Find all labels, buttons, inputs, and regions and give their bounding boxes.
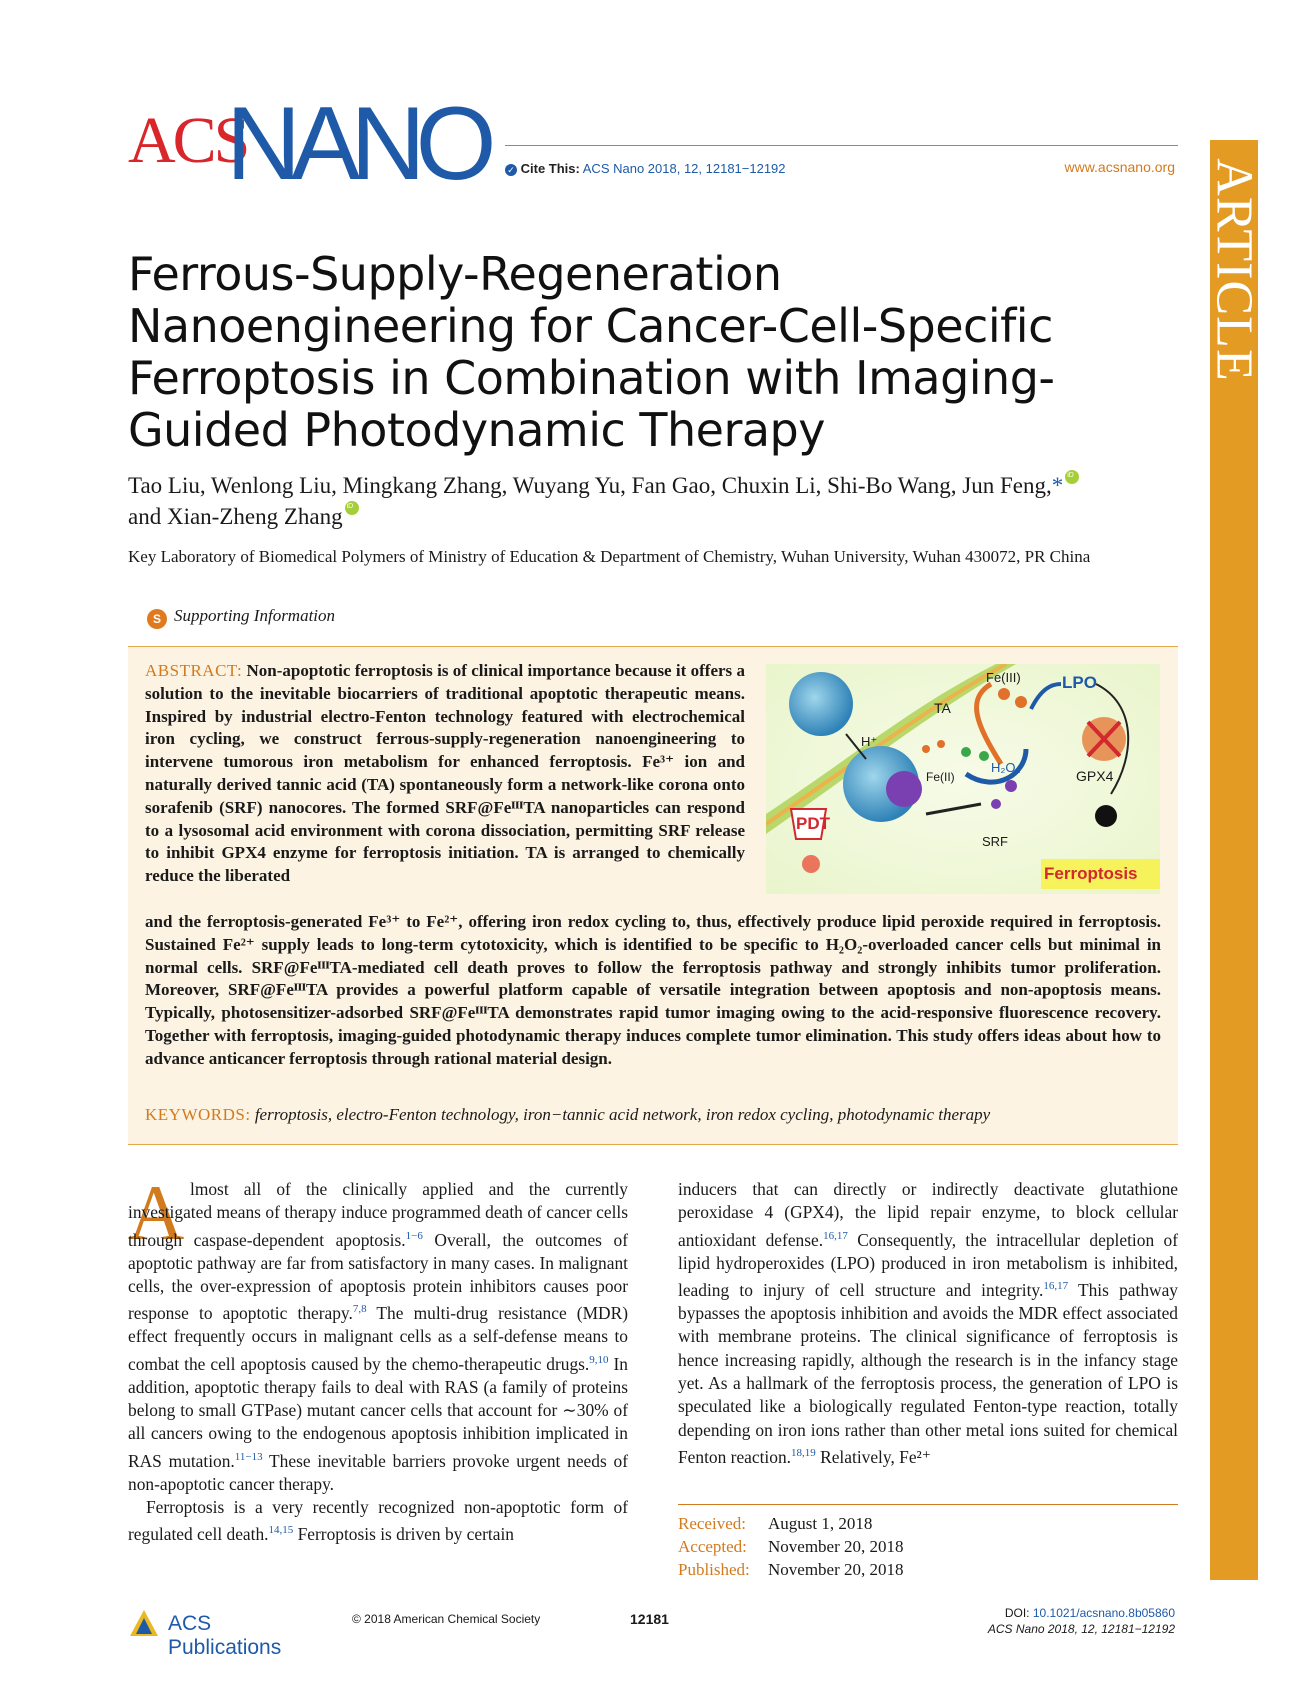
citation-link[interactable]: 16,17 [1043,1279,1069,1292]
skull-icon [1095,805,1117,827]
check-icon: ✓ [505,164,517,176]
fe3-ion [998,688,1010,700]
received-date: Received: August 1, 2018 [678,1514,873,1533]
srf-molecule [1005,780,1017,792]
abstract-label: ABSTRACT: [145,661,243,680]
journal-logo: ACS NANO [128,86,487,202]
journal-url[interactable]: www.acsnano.org [1064,159,1175,175]
keywords-label: KEYWORDS: [145,1105,251,1124]
citation-link[interactable]: 1−6 [405,1229,423,1242]
published-date: Published: November 20, 2018 [678,1560,904,1579]
cite-this[interactable]: ✓ Cite This: ACS Nano 2018, 12, 12181−12192 [505,161,786,176]
citation-link[interactable]: 18,19 [791,1446,816,1459]
toc-graphic[interactable]: TA Fe(III) LPO H⁺ H₂O₂ Fe(II) GPX4 PDT SRF Ferroptosis [766,664,1160,894]
fe2-ion [979,751,989,761]
fe3-ion [1015,696,1027,708]
acs-publications-icon [128,1608,160,1640]
citation-link[interactable]: 9,10 [589,1353,609,1366]
doi-citation: DOI: 10.1021/acsnano.8b05860 ACS Nano 2018, 12, 12181−12192 [987,1606,1175,1636]
affiliation: Key Laboratory of Biomedical Polymers of Ministry of Education & Department of Chemistry, Wuhan University, Wuhan 430072, PR China [128,547,1091,566]
orcid-icon[interactable] [345,501,359,515]
ta-molecule [922,745,930,753]
publication-dates [678,1512,904,1581]
dates-rule [678,1504,1178,1505]
abstract-text: ABSTRACT: Non-apoptotic ferroptosis is of clinical importance because it offers a solution to the inevitable biocarriers of traditional apoptotic therapeutic means. Inspired by industrial electro-Fenton technology featured with electrochemical iron cycling, we construct ferrous-supply-regeneration nanoengineering to intervene tumorous iron metabolism for enhanced ferroptosis. Fe³⁺ ion and naturally derived tannic acid (TA) spontaneously form a network-like corona onto sorafenib (SRF) nanocores. The formed SRF@FeᴵᴵᴵTA nanoparticles can respond to a lysosomal acid environment with corona dissociation, permitting SRF release to inhibit GPX4 enzyme for ferroptosis initiation. TA is arranged to chemically reduce the liberated [145,661,745,886]
pdt-glow [802,855,820,873]
srf-core [886,771,922,807]
nanoparticle-outer [789,672,853,736]
abstract-text-continued: and the ferroptosis-generated Fe³⁺ to Fe²⁺, offering iron redox cycling to, thus, effectively produce lipid peroxide required in ferroptosis. Sustained Fe²⁺ supply leads to long-term cytotoxicity, which is identified to be specific to H₂O₂-overloaded cancer cells but minimal in normal cells. SRF@FeᴵᴵᴵTA-mediated cell death proves to follow the ferroptosis pathway and strongly inhibits tumor proliferation. Moreover, SRF@FeᴵᴵᴵTA provides a powerful platform capable of versatile integration between apoptosis and non-apoptosis means. Typically, photosensitizer-adsorbed SRF@FeᴵᴵᴵTA demonstrates rapid tumor imaging owing to the acid-responsive fluorescence recovery. Together with ferroptosis, imaging-guided photodynamic therapy induces complete tumor elimination. This study offers ideas about how to advance anticancer ferroptosis through rational material design. [145,912,1161,1068]
acs-publications-logo[interactable]: ACS Publications [128,1606,328,1644]
body-column-right: inducers that can directly or indirectly deactivate glutathione peroxidase 4 (GPX4), the lipid repair enzyme, to block cellular antioxidant defense.$^{16,17}$ Consequently, the intracellular depletion of lipid hydroperoxides (LPO) produced in iron metabolism is inhibited, leading to injury of cell structure and integrity.$^{16,17}$ This pathway bypasses the apoptosis inhibition and avoids the MDR effect associated with membrane proteins. The clinical significance of ferroptosis is hence increasing rapidly, although the research is in the infancy stage yet. As a hallmark of the ferroptosis process, the generation of LPO is speculated like a biologically regulated Fenton-type reaction, totally depending on iron ions rather than other metal ions suited for chemical Fenton reaction.$^{18,19}$ Relatively, Fe²⁺ [678,1179,1178,1467]
fe2-ion [961,747,971,757]
supporting-info-link[interactable]: Supporting Information [174,606,336,625]
author-list: Tao Liu, Wenlong Liu, Mingkang Zhang, Wuyang Yu, Fan Gao, Chuxin Li, Shi-Bo Wang, Jun Feng,*iD and Xian-Zheng ZhangiD [128,470,1178,532]
citation-link[interactable]: 7,8 [352,1303,367,1316]
page-number: 12181 [630,1611,669,1627]
header-rule [505,145,1178,146]
srf-molecule [991,799,1001,809]
drop-cap: A [128,1169,185,1256]
corresponding-author-mark[interactable]: * [1051,473,1064,498]
article-title: Ferrous-Supply-Regeneration Nanoengineering for Cancer-Cell-Specific Ferroptosis in Combination with Imaging-Guided Photodynamic Therapy [128,247,1055,457]
supporting-info-icon[interactable]: S [147,609,167,629]
citation-link[interactable]: 11−13 [234,1450,263,1463]
citation-link[interactable]: 16,17 [823,1229,848,1242]
citation-link[interactable]: 14,15 [268,1524,294,1537]
keywords: KEYWORDS: ferroptosis, electro-Fenton technology, iron−tannic acid network, iron redox cycling, photodynamic therapy [145,1105,991,1124]
body-column-left: lmost all of the clinically applied and the currently investigated means of therapy induce programmed death of cancer cells through caspase-dependent apoptosis.$^{1-6}$ Overall, the outcomes of apoptotic pathway are far from satisfactory in many cases. In malignant cells, the over-expression of apoptosis protein inhibitors causes poor response to apoptotic therapy.$^{7,8}$ The multi-drug resistance (MDR) effect frequently occurs in malignant cells as a self-defense means to combat the cell apoptosis caused by the chemo-therapeutic drugs.$^{9,10}$ In addition, apoptotic therapy fails to deal with RAS (a family of proteins belong to small GTPase) mutant cancer cells that account for ∼30% of all cancers owing to the endogenous apoptosis inhibition implicated in RAS mutation.$^{11-13}$ These inevitable barriers provoke urgent needs of non-apoptotic cancer therapy. Ferroptosis is a very recently recognized non-apoptotic form of regulated cell death.$^{14,15}$ Ferroptosis is driven by certain [128,1179,629,1545]
article-type-label: ARTICLE [1205,158,1263,382]
orcid-icon[interactable] [1065,470,1079,484]
doi-link[interactable]: 10.1021/acsnano.8b05860 [1032,1606,1175,1620]
copyright: © 2018 American Chemical Society [352,1612,541,1626]
accepted-date: Accepted: November 20, 2018 [678,1537,904,1556]
ta-molecule [937,740,945,748]
